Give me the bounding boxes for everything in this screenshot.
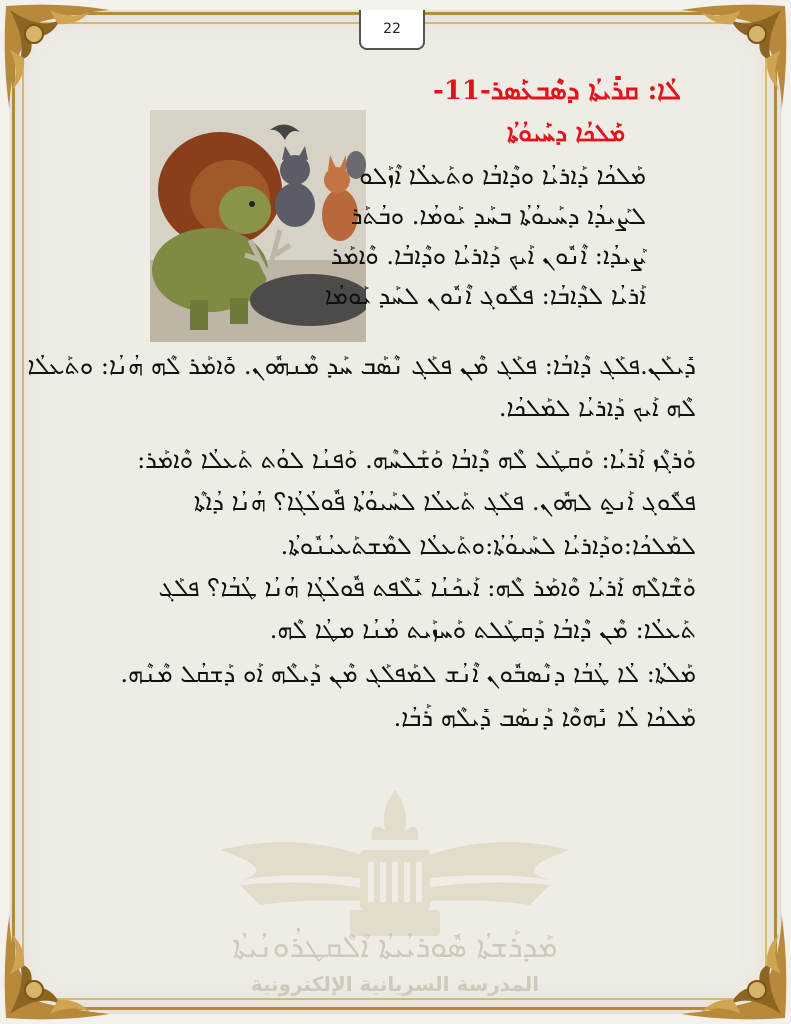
story-line-1: ܡܰܠܟܳܐ ܕܰܐܪܝܳܐ ܘܕܶܐܒܳܐ ܘܬܰܥܠܳܐ ܐܶܙܰܠܘ — [359, 162, 646, 190]
story-line-8: ܦܠܽܘܓ ܐܰܢ̱ܬ ܠܗܽܘܢ. ܦܠܰܓ ܬܰܥܠܳܐ ܠܚܰܝܘܳܬܳܐ ܦܽܘܠܳܓܳܐ؟ ܗܳܢܳܐ ܕܳܐܬܶܐ — [193, 488, 696, 516]
story-line-12: ܡܰܠܬܳܐ: ܠܳܐ ܛܳܒܳܐ ܕܢܶܣܒܽܘܢ ܐܶܢܳܫ ܠܡܰܦܠܰܓ ܡܶܢ ܕܰܝܠܶܗ ܐܰܘ ܕܰܫܩܳܠ ܡܶܢܶܗ. — [120, 660, 696, 688]
page-number: 22 — [359, 10, 425, 50]
lesson-title: ܠܳܐ: ܩܪܺܝܬܳܐ ܕܣܶܒܥܰܣܪ-11- — [433, 76, 681, 106]
ornate-corner-icon — [0, 904, 120, 1024]
story-line-5: ܕܺܝܠܰܢ.ܦܠܰܓ ܕܶܐܒܳܐ: ܦܠܰܓ ܡܶܢ ܦܠܰܓ ܢܶܣܰܒ ܚܰܕ ܡܶܢܗܽܘܢ. ܘܺܐܡܰܪ ܠܶܗ ܗܳܢܳܐ: ܘܬܰܥܠܳܐ — [27, 352, 696, 380]
ornate-corner-icon — [671, 904, 791, 1024]
story-line-11: ܬܰܥܠܳܐ: ܡܶܢ ܕܶܐܒܳܐ ܕܰܩܛܰܠܬ ܘܰܚܙܰܝܬ ܡܳܢܳܐ ܡܛܳܐ ܠܶܗ. — [269, 616, 696, 644]
ornate-corner-icon — [0, 0, 120, 120]
watermark-syriac-text: ܡܰܕܪܰܫܬܳܐ ܣܽܘܪܝܳܝܬܳܐ ܐܶܠܶܩܛܪܳܘܢܳܝܬܳܐ — [232, 930, 558, 965]
story-title: ܡܰܠܟܳܐ ܕܚܰܝܘܳܬܳܐ — [506, 118, 625, 147]
story-line-6: ܠܶܗ ܐܰܝܟ ܕܰܐܪܝܳܐ ܠܡܰܠܟܳܐ. — [498, 394, 696, 422]
story-line-13: ܡܰܠܟܳܐ ܠܳܐ ܢܺܗܘܶܐ ܕܰܢܣܰܒ ܕܺܝܠܶܗ ܪܰܒܳܐ. — [393, 704, 696, 732]
story-line-7: ܘܰܪܓܶܙ ܐܰܪܝܳܐ: ܘܰܩܛܰܠ ܠܶܗ ܕܶܐܒܳܐ ܘܰܫܰܠܚܶܗ. ܘܰܦܢܳܐ ܠܘܳܬ ܬܰܥܠܳܐ ܘܶܐܡܰܪ: — [137, 446, 696, 474]
watermark-arabic-text: المدرسة السريانية الإلكترونية — [250, 972, 540, 996]
story-line-4: ܐܰܪܝܳܐ ܠܕܶܐܒܳܐ: ܦܠܽܘܓ ܐܶܢܽܘܢ ܠܚܰܕ ܝܰܘܡܳܐ — [324, 282, 646, 310]
story-line-2: ܠܨܰܝܕܳܐ ܕܚܰܝܘܳܬܳܐ ܒܚܰܕ ܝܰܘܡܳܐ. ܘܒܳܬܰܪ — [350, 202, 646, 230]
story-line-3: ܨܰܝܕܳܐ: ܐܶܢܽܘܢ ܐܰܝܟ ܕܰܐܪܝܳܐ ܘܕܶܐܒܳܐ. ܘܶܐܡܰܪ — [330, 242, 646, 270]
story-line-9: ܠܡܰܠܟܳܐ:ܘܕܰܐܪܝܳܐ ܠܚܰܝܘܳܬܳܐ:ܘܬܰܥܠܳܐ ܠܡܶܫܬܰܥܝܳܢܽܘܬܳܐ. — [280, 532, 696, 560]
story-line-10: ܘܰܫܶܐܠܶܗ ܐܰܪܝܳܐ ܘܶܐܡܰܪ ܠܶܗ: ܐܰܝܟܰܢܳܐ ܝܺܠܶܦܬ ܦܽܘܠܳܓܳܐ ܗܳܢܳܐ ܛܳܒܳܐ؟ ܦܠܰܓ — [158, 574, 696, 602]
ornate-corner-icon — [671, 0, 791, 120]
